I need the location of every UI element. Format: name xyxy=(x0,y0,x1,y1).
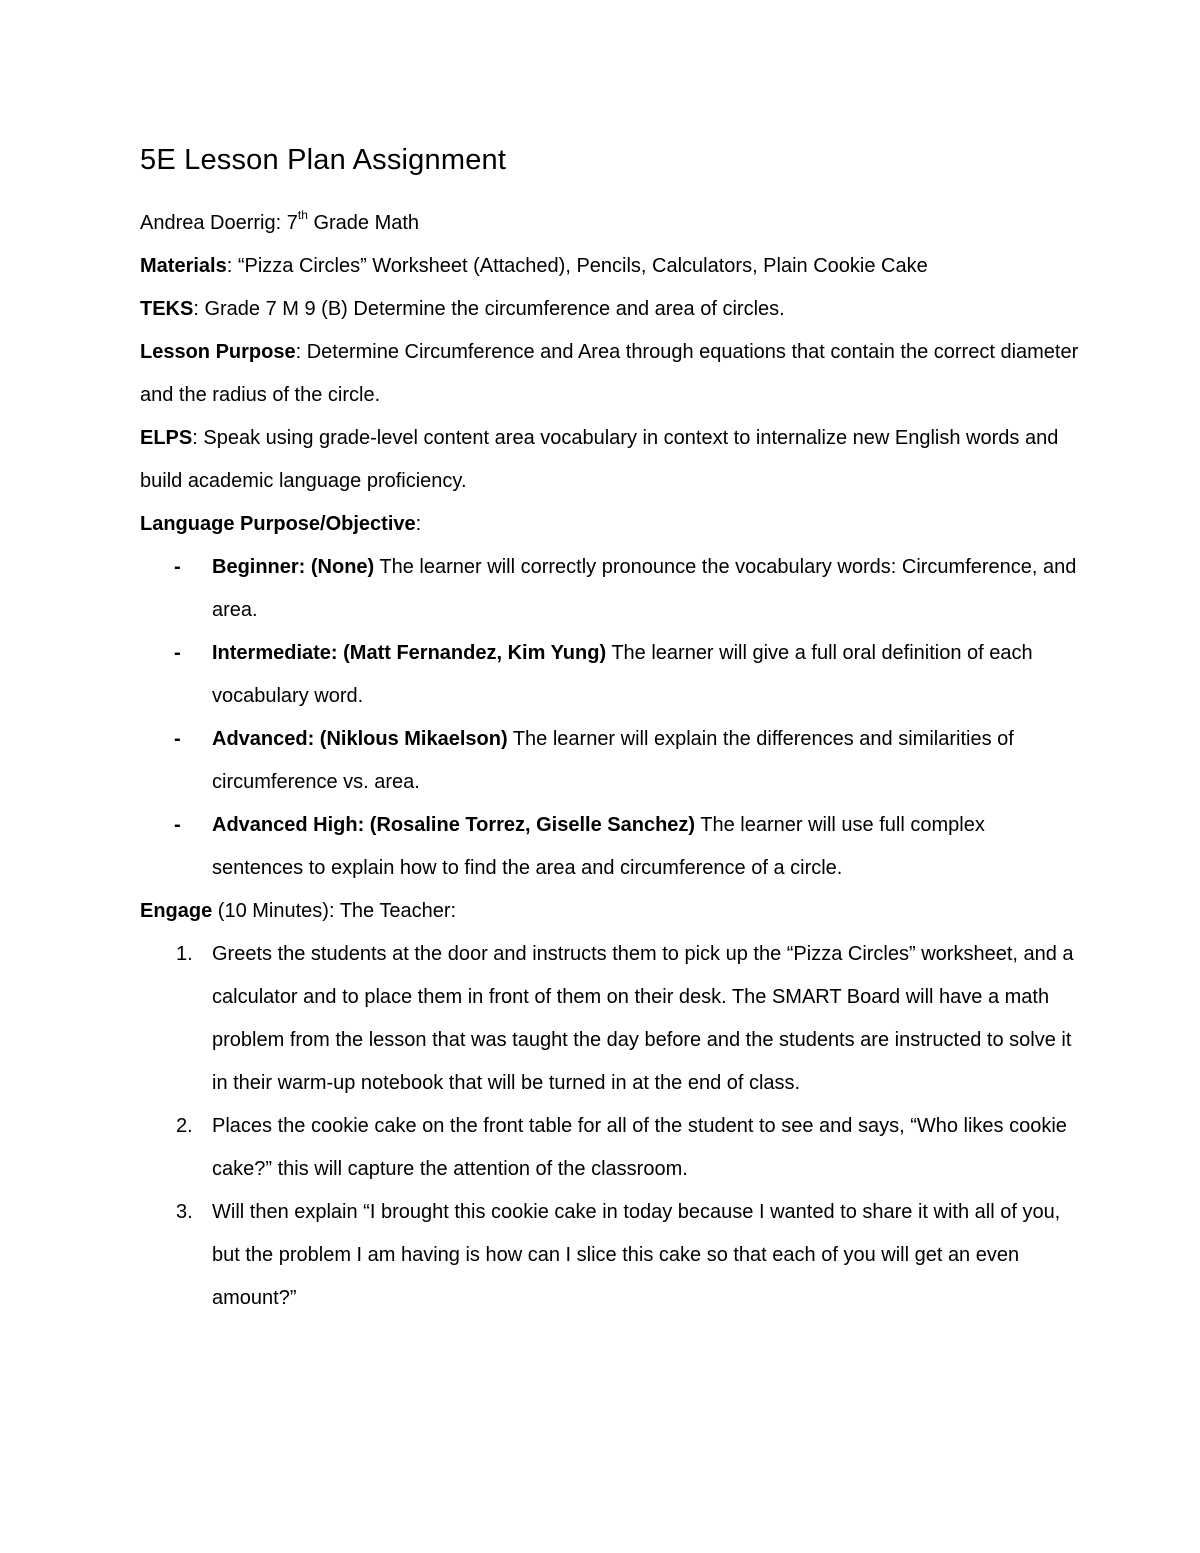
level-label: Advanced High: (Rosaline Torrez, Giselle Sanchez) xyxy=(212,814,696,836)
lesson-purpose-label: Lesson Purpose xyxy=(140,341,296,363)
level-item-intermediate xyxy=(140,632,1080,718)
proficiency-levels-list xyxy=(140,546,1080,890)
teks-line xyxy=(140,288,1080,331)
level-label: Intermediate: (Matt Fernandez, Kim Yung) xyxy=(212,642,607,664)
materials-label: Materials xyxy=(140,255,227,277)
step-text: Will then explain “I brought this cookie cake in today because I wanted to share it with all of you, but the problem I am having is how can I slice this cake so that each of you will get an even amount?” xyxy=(212,1201,1061,1309)
language-purpose-heading xyxy=(140,503,1080,546)
level-text: The learner will correctly pronounce the vocabulary words: Circumference, and area. xyxy=(212,556,1077,621)
level-text: The learner will give a full oral definition of each vocabulary word. xyxy=(212,642,1033,707)
teks-label: TEKS xyxy=(140,298,194,320)
step-number: 2. xyxy=(176,1115,193,1137)
elps-label: ELPS xyxy=(140,427,193,449)
author-line xyxy=(140,202,1080,245)
engage-heading xyxy=(140,890,1080,933)
dash-marker: - xyxy=(174,556,181,578)
level-label: Advanced: (Niklous Mikaelson) xyxy=(212,728,508,750)
teks-text: : Grade 7 M 9 (B) Determine the circumference and area of circles. xyxy=(193,298,785,320)
level-text: The learner will explain the differences and similarities of circumference vs. area. xyxy=(212,728,1014,793)
lesson-purpose-text: : Determine Circumference and Area through equations that contain the correct diameter and the radius of the circle. xyxy=(140,341,1079,406)
level-text: The learner will use full complex sentences to explain how to find the area and circumference of a circle. xyxy=(212,814,985,879)
engage-label: Engage xyxy=(140,900,213,922)
level-label: Beginner: (None) xyxy=(212,556,375,578)
engage-step-3 xyxy=(140,1191,1080,1320)
materials-text: : “Pizza Circles” Worksheet (Attached), Pencils, Calculators, Plain Cookie Cake xyxy=(226,255,928,277)
engage-step-2 xyxy=(140,1105,1080,1191)
elps-paragraph xyxy=(140,417,1080,503)
author-name-suffix: Grade Math xyxy=(307,212,420,234)
step-number: 1. xyxy=(176,943,193,965)
elps-text: : Speak using grade-level content area vocabulary in context to internalize new English words and build academic language proficiency. xyxy=(140,427,1059,492)
document-page xyxy=(140,140,1080,1320)
step-text: Greets the students at the door and instructs them to pick up the “Pizza Circles” worksheet, and a calculator and to place them in front of them on their desk. The SMART Board will have a math problem from the lesson that was taught the day before and the students are instructed to solve it in their warm-up notebook that will be turned in at the end of class. xyxy=(212,943,1074,1094)
engage-steps-list xyxy=(140,933,1080,1320)
document-title: 5E Lesson Plan Assignment xyxy=(140,144,507,176)
step-number: 3. xyxy=(176,1201,193,1223)
author-ordinal-suffix: th xyxy=(297,208,308,223)
materials-line xyxy=(140,245,1080,288)
engage-text: (10 Minutes): The Teacher: xyxy=(212,900,457,922)
dash-marker: - xyxy=(174,814,181,836)
level-item-advanced xyxy=(140,718,1080,804)
dash-marker: - xyxy=(174,728,181,750)
step-text: Places the cookie cake on the front table for all of the student to see and says, “Who likes cookie cake?” this will capture the attention of the classroom. xyxy=(212,1115,1067,1180)
level-item-advanced-high xyxy=(140,804,1080,890)
engage-step-1 xyxy=(140,933,1080,1105)
lesson-purpose-paragraph xyxy=(140,331,1080,417)
language-purpose-suffix: : xyxy=(415,513,422,535)
dash-marker: - xyxy=(174,642,181,664)
language-purpose-label: Language Purpose/Objective xyxy=(140,513,416,535)
author-name-prefix: Andrea Doerrig: 7 xyxy=(140,212,298,234)
level-item-beginner xyxy=(140,546,1080,632)
